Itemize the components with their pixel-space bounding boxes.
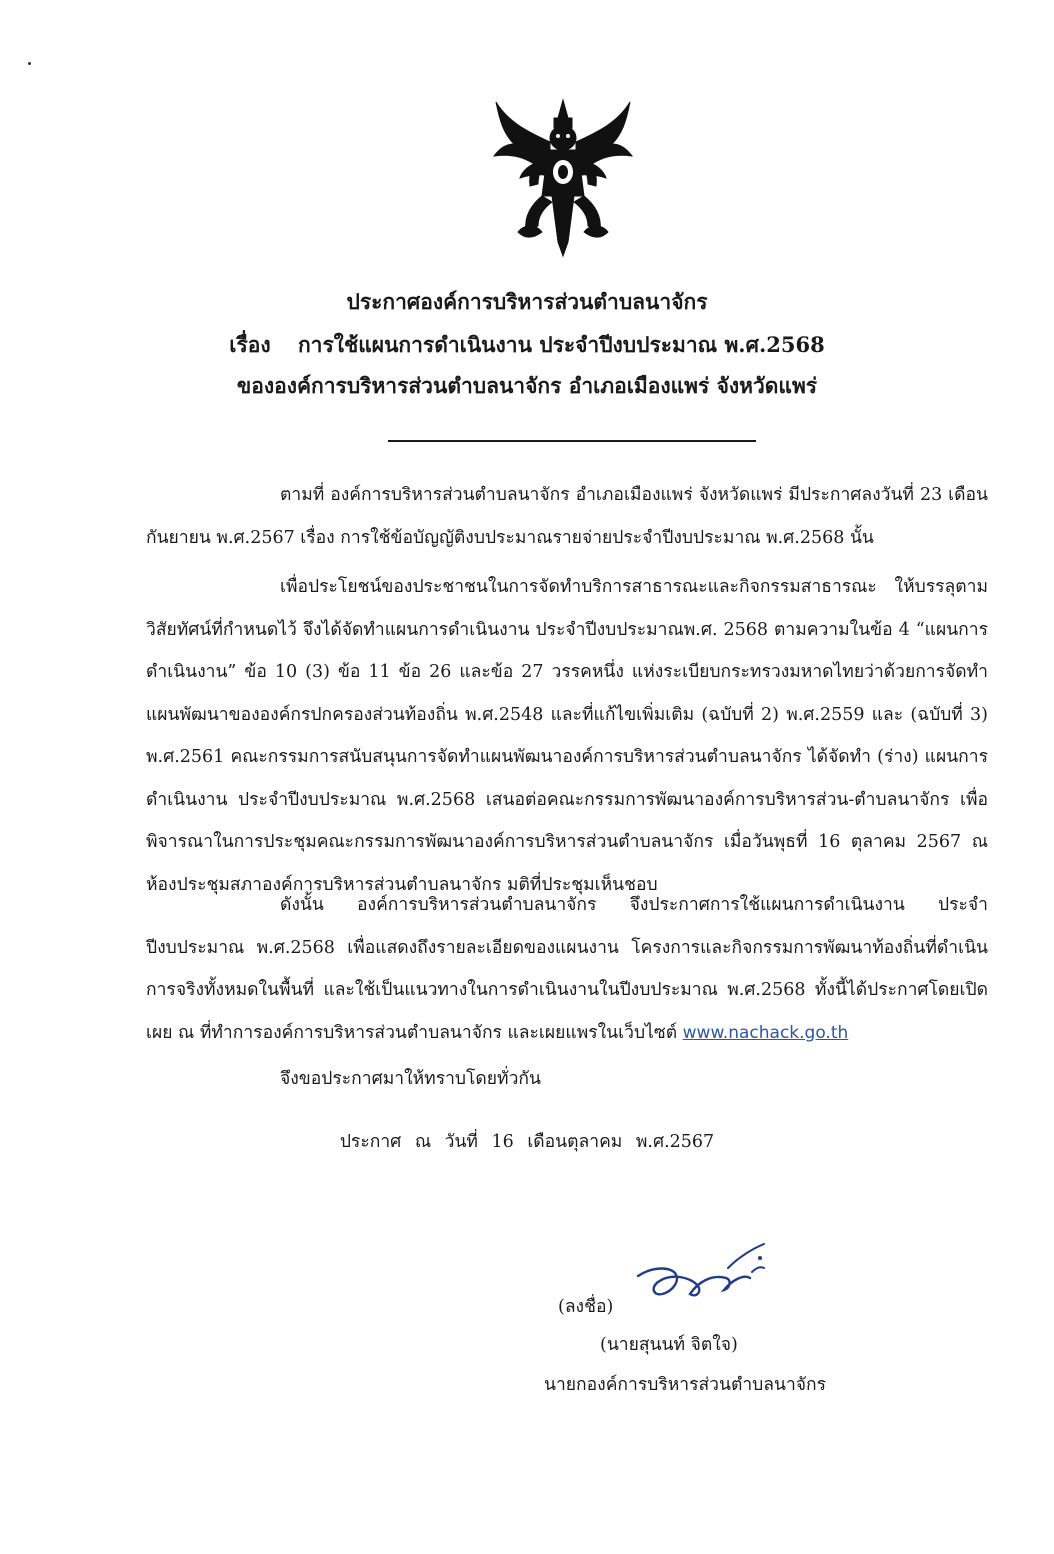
title-divider xyxy=(388,440,756,442)
handwritten-signature xyxy=(632,1238,772,1318)
paragraph-3-text: ดังนั้น องค์การบริหารส่วนตำบลนาจักร จึงประกาศการใช้แผนการดำเนินงาน ประจำปีงบประมาณ พ.ศ.2568 เพื่อแสดงถึงรายละเอียดของแผนงาน โครงการและกิจกรรมการพัฒนาท้องถิ่นที่ดำเนินการจริงทั้งหมดในพื้นที่ และใช้เป็นแนวทางในการดำเนินงานในปีงบประมาณ พ.ศ.2568 ทั้งนี้ได้ประกาศโดยเปิดเผย ณ ที่ทำการองค์การบริหารส่วนตำบลนาจักร และเผยแพรในเว็บไซต์ xyxy=(146,895,988,1043)
announcement-date: ประกาศ ณ วันที่ 16 เดือนตุลาคม พ.ศ.2567 xyxy=(339,1132,715,1152)
subject-text: การใช้แผนการดำเนินงาน ประจำปีงบประมาณ พ.ศ.2568 xyxy=(297,332,825,357)
title-line-1: ประกาศองค์การบริหารส่วนตำบลนาจักร xyxy=(346,289,708,314)
paragraph-1-text: ตามที่ องค์การบริหารส่วนตำบลนาจักร อำเภอเมืองแพร่ จังหวัดแพร่ มีประกาศลงวันที่ 23 เดือนกันยายน พ.ศ.2567 เรื่อง การใช้ข้อบัญญัติงบประมาณรายจ่ายประจำปีงบประมาณ พ.ศ.2568 นั้น xyxy=(146,485,988,548)
website-link[interactable]: www.nachack.go.th xyxy=(682,1022,849,1043)
signer-name: (นายสุนนท์ จิตใจ) xyxy=(600,1335,738,1355)
sign-label: (ลงชื่อ) xyxy=(558,1297,614,1317)
signer-position: นายกองค์การบริหารส่วนตำบลนาจักร xyxy=(544,1375,827,1395)
paragraph-2 xyxy=(146,566,988,906)
document-subject xyxy=(0,325,1054,365)
document-title-org xyxy=(0,366,1054,406)
paragraph-2-text: เพื่อประโยชน์ของประชาชนในการจัดทำบริการสาธารณะและกิจกรรมสาธารณะ ให้บรรลุตามวิสัยทัศน์ที่กำหนดไว้ จึงได้จัดทำแผนการดำเนินงาน ประจำปีงบประมาณพ.ศ. 2568 ตามความในข้อ 4 “แผนการดำเนินงาน” ข้อ 10 (3) ข้อ 11 ข้อ 26 และข้อ 27 วรรคหนึ่ง แห่งระเบียบกระทรวงมหาดไทยว่าด้วยการจัดทำแผนพัฒนาขององค์กรปกครองส่วนท้องถิ่น พ.ศ.2548 และที่แก้ไขเพิ่มเติม (ฉบับที่ 2) พ.ศ.2559 และ (ฉบับที่ 3) พ.ศ.2561 คณะกรรมการสนับสนุนการจัดทำแผนพัฒนาองค์การบริหารส่วนตำบลนาจักร ได้จัดทำ (ร่าง) แผนการดำเนินงาน ประจำปีงบประมาณ พ.ศ.2568 เสนอต่อคณะกรรมการพัฒนาองค์การบริหารส่วน-ตำบลนาจักร เพื่อพิจารณาในการประชุมคณะกรรมการพัฒนาองค์การบริหารส่วนตำบลนาจักร เมื่อวันพุธที่ 16 ตุลาคม 2567 ณ ห้องประชุมสภาองค์การบริหารส่วนตำบลนาจักร มติที่ประชุมเห็นชอบ xyxy=(146,577,988,895)
subject-label: เรื่อง xyxy=(229,332,271,357)
paragraph-3 xyxy=(146,884,988,1054)
paragraph-1 xyxy=(146,474,988,559)
title-line-3: ขององค์การบริหารส่วนตำบลนาจักร อำเภอเมืองแพร่ จังหวัดแพร่ xyxy=(236,373,818,398)
garuda-emblem-icon xyxy=(488,92,638,260)
document-title xyxy=(0,282,1054,322)
closing-statement: จึงขอประกาศมาให้ทราบโดยทั่วกัน xyxy=(280,1069,541,1089)
scan-speck xyxy=(28,62,31,65)
